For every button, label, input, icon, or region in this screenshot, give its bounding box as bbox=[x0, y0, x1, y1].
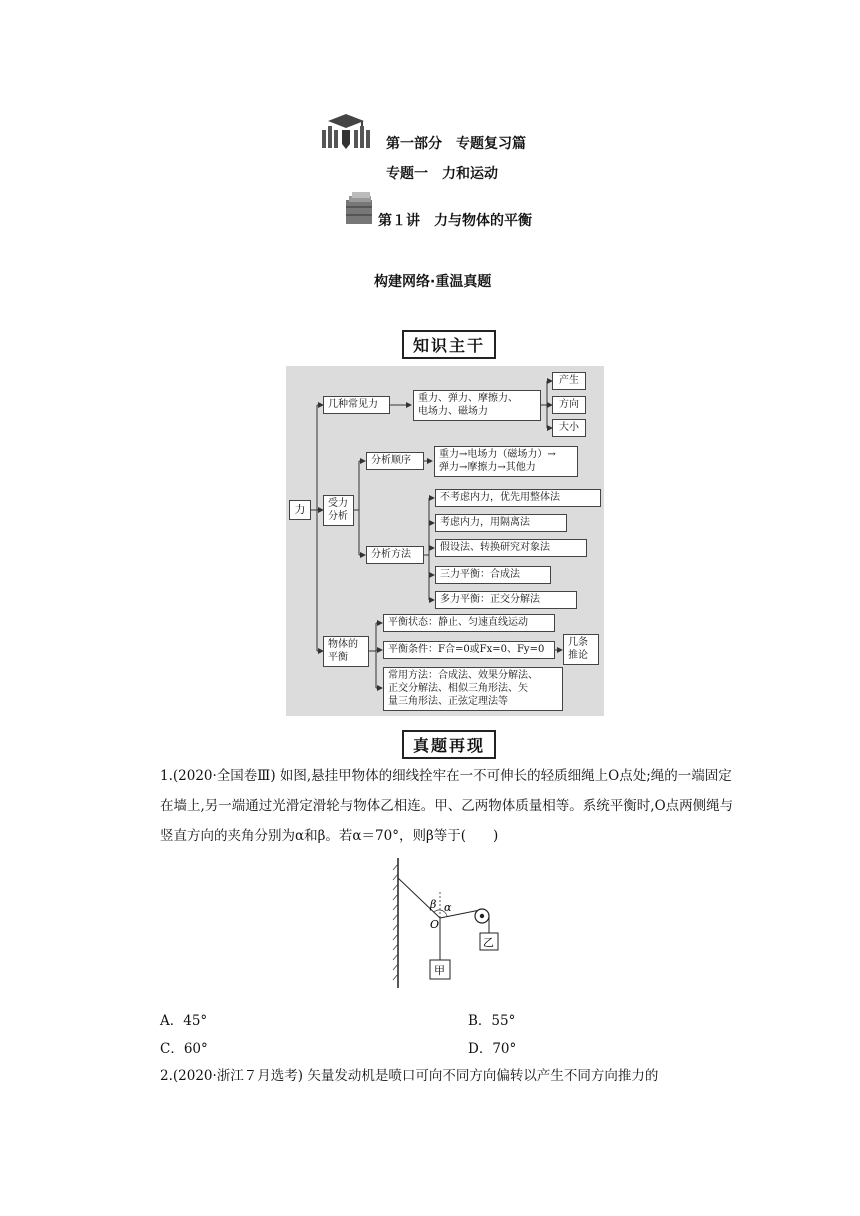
option-a: A．45° bbox=[160, 1013, 208, 1029]
option-b: B．55° bbox=[468, 1013, 516, 1029]
option-d: D．70° bbox=[468, 1041, 517, 1057]
real-exam-label: 真题再现 bbox=[402, 730, 496, 759]
node-eq-condition: 平衡条件：F合=0或Fx=0、Fy=0 bbox=[383, 641, 555, 659]
option-c: C．60° bbox=[160, 1041, 208, 1057]
question-1-figure bbox=[388, 858, 520, 990]
node-attr-origin: 产生 bbox=[552, 372, 586, 390]
node-attr-direction: 方向 bbox=[552, 396, 586, 414]
node-common-forces-list: 重力、弹力、摩擦力、 电场力、磁场力 bbox=[413, 390, 541, 421]
lecture-title: 第１讲 力与物体的平衡 bbox=[378, 213, 532, 229]
node-method-three-force: 三力平衡：合成法 bbox=[435, 566, 551, 584]
knowledge-mindmap bbox=[286, 366, 604, 716]
node-corollary: 几条 推论 bbox=[563, 634, 599, 665]
mindmap-root: 力 bbox=[289, 500, 311, 520]
label-alpha: α bbox=[444, 901, 452, 914]
node-method-isolation: 考虑内力，用隔离法 bbox=[435, 514, 567, 532]
node-method-multi-force: 多力平衡：正交分解法 bbox=[435, 591, 577, 609]
question-1-text: 1.(2020·全国卷Ⅲ) 如图,悬挂甲物体的细线拴牢在一不可伸长的轻质细绳上O点处;绳的一端固定在墙上,另一端通过光滑定滑轮与物体乙相连。甲、乙两物体质量相等。系统平衡时,O点两侧绳与竖直方向的夹角分别为α和β。若α＝70°，则β等于( ) bbox=[160, 768, 734, 844]
section-title: 构建网络·重温真题 bbox=[374, 274, 492, 290]
node-analysis-method: 分析方法 bbox=[366, 546, 424, 564]
node-order-detail: 重力→电场力（磁场力）→ 弹力→摩擦力→其他力 bbox=[434, 446, 578, 477]
books-icon bbox=[344, 192, 374, 226]
node-eq-methods: 常用方法：合成法、效果分解法、 正交分解法、相似三角形法、矢 量三角形法、正弦定理法等 bbox=[383, 667, 563, 711]
label-b: 乙 bbox=[483, 936, 494, 949]
label-a: 甲 bbox=[434, 964, 445, 977]
graduation-cap-book-icon bbox=[320, 112, 372, 150]
node-equilibrium: 物体的 平衡 bbox=[323, 636, 369, 667]
question-2-text: 2.(2020·浙江７月选考) 矢量发动机是喷口可向不同方向偏转以产生不同方向推力的 bbox=[160, 1068, 659, 1084]
part-title: 第一部分 专题复习篇 bbox=[386, 136, 526, 152]
node-method-hypothesis: 假设法、转换研究对象法 bbox=[435, 539, 587, 557]
label-beta: β bbox=[430, 898, 437, 911]
node-force-analysis: 受力 分析 bbox=[323, 495, 354, 526]
node-method-whole: 不考虑内力，优先用整体法 bbox=[435, 489, 601, 507]
node-eq-state: 平衡状态：静止、匀速直线运动 bbox=[383, 614, 555, 632]
label-o: O bbox=[430, 918, 440, 931]
knowledge-label: 知识主干 bbox=[402, 330, 496, 359]
node-common-forces: 几种常见力 bbox=[323, 396, 390, 414]
node-attr-magnitude: 大小 bbox=[552, 419, 586, 437]
topic-title: 专题一 力和运动 bbox=[386, 166, 498, 182]
node-analysis-order: 分析顺序 bbox=[366, 452, 424, 470]
